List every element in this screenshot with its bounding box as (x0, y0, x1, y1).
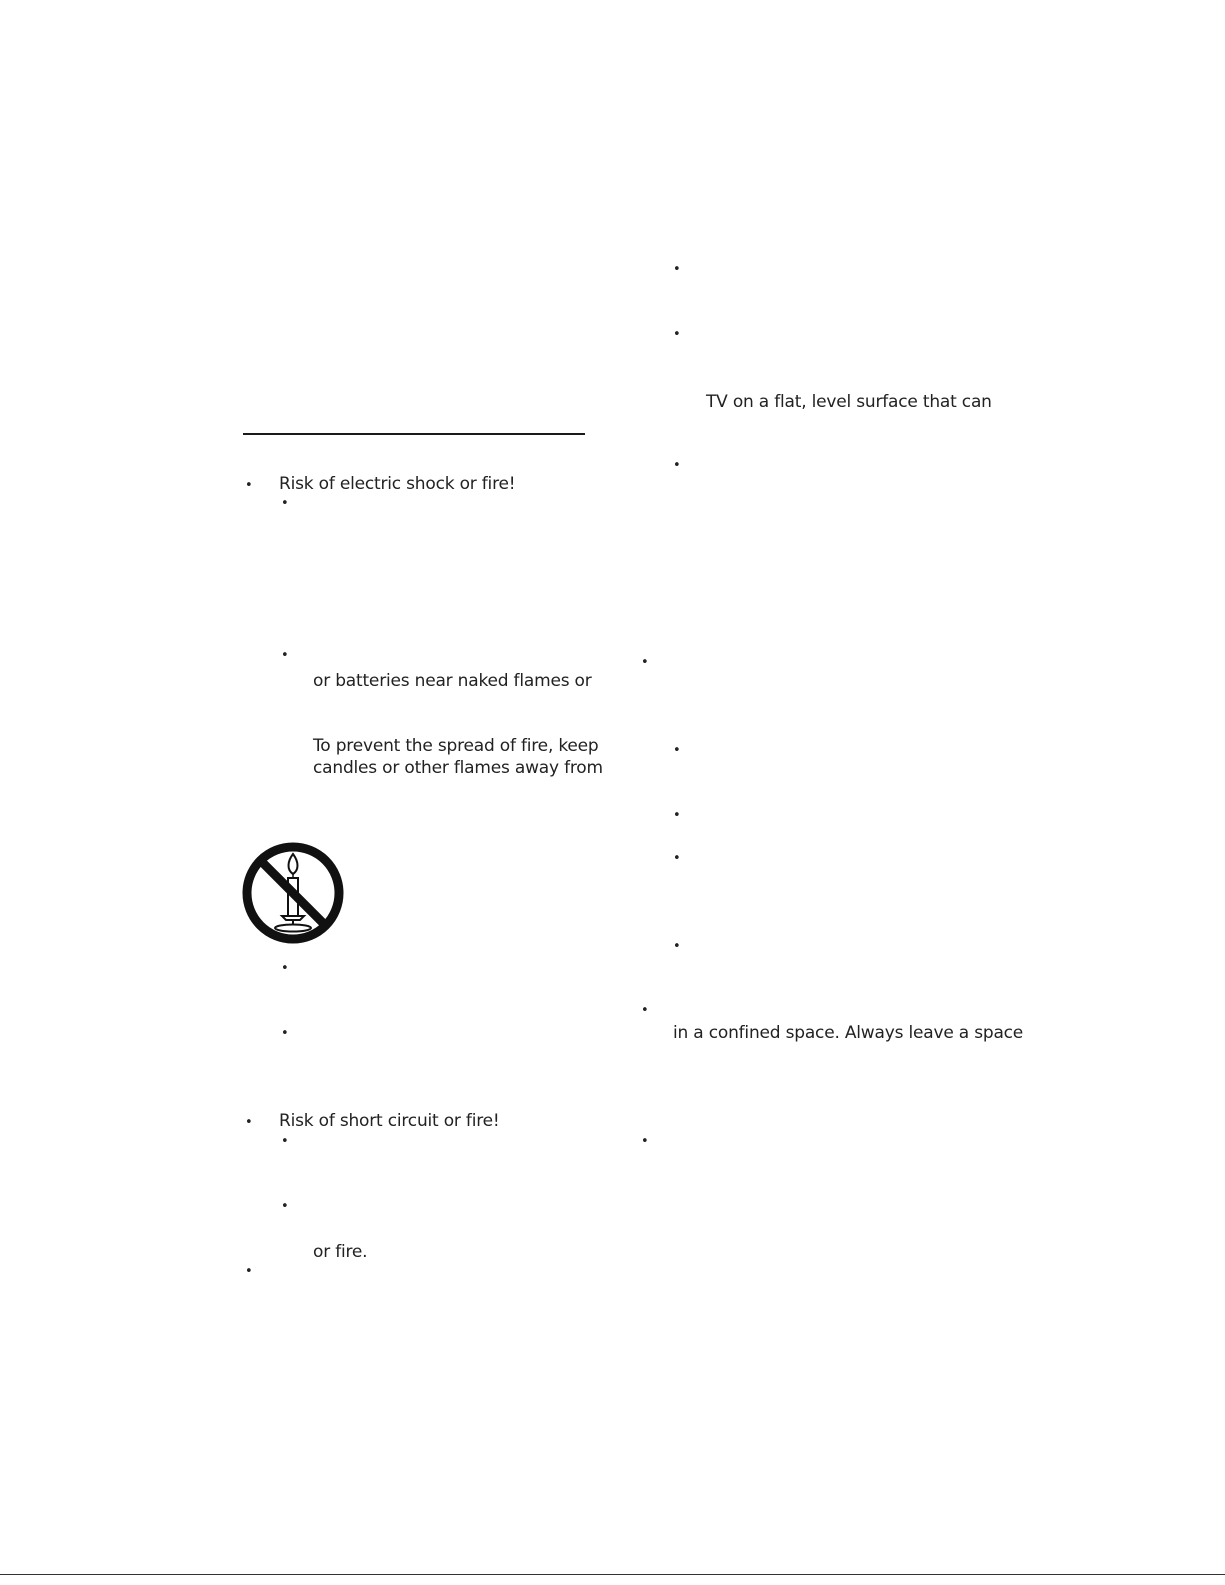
sub-bullet: • (673, 458, 681, 473)
item-risk-electric-shock: Risk of electric shock or fire! (279, 474, 516, 494)
bullet: • (641, 1003, 649, 1018)
text-line-confined-space: in a confined space. Always leave a space (673, 1023, 1024, 1043)
section-rule (243, 433, 585, 435)
page-bottom-rule (0, 1574, 1225, 1575)
text-line-tv-surface: TV on a flat, level surface that can (706, 392, 992, 412)
sub-bullet: • (673, 851, 681, 866)
sub-bullet: • (673, 743, 681, 758)
bullet: • (245, 1115, 253, 1130)
bullet: • (641, 655, 649, 670)
item-risk-short-circuit: Risk of short circuit or fire! (279, 1111, 500, 1131)
sub-bullet: • (673, 939, 681, 954)
sub-bullet: • (281, 1026, 289, 1041)
bullet: • (641, 1134, 649, 1149)
text-line-prevent-fire: To prevent the spread of fire, keep (313, 736, 599, 756)
text-line-candles: candles or other flames away from (313, 758, 603, 778)
sub-bullet: • (673, 262, 681, 277)
no-candle-warning-icon (240, 840, 346, 946)
sub-bullet: • (673, 808, 681, 823)
sub-bullet: • (281, 1199, 289, 1214)
bullet: • (245, 1264, 253, 1279)
sub-bullet: • (281, 961, 289, 976)
sub-bullet: • (281, 648, 289, 663)
sub-bullet: • (281, 496, 289, 511)
sub-bullet: • (673, 327, 681, 342)
text-line-or-fire: or fire. (313, 1242, 368, 1262)
text-line-batteries: or batteries near naked flames or (313, 671, 592, 691)
sub-bullet: • (281, 1134, 289, 1149)
bullet: • (245, 478, 253, 493)
